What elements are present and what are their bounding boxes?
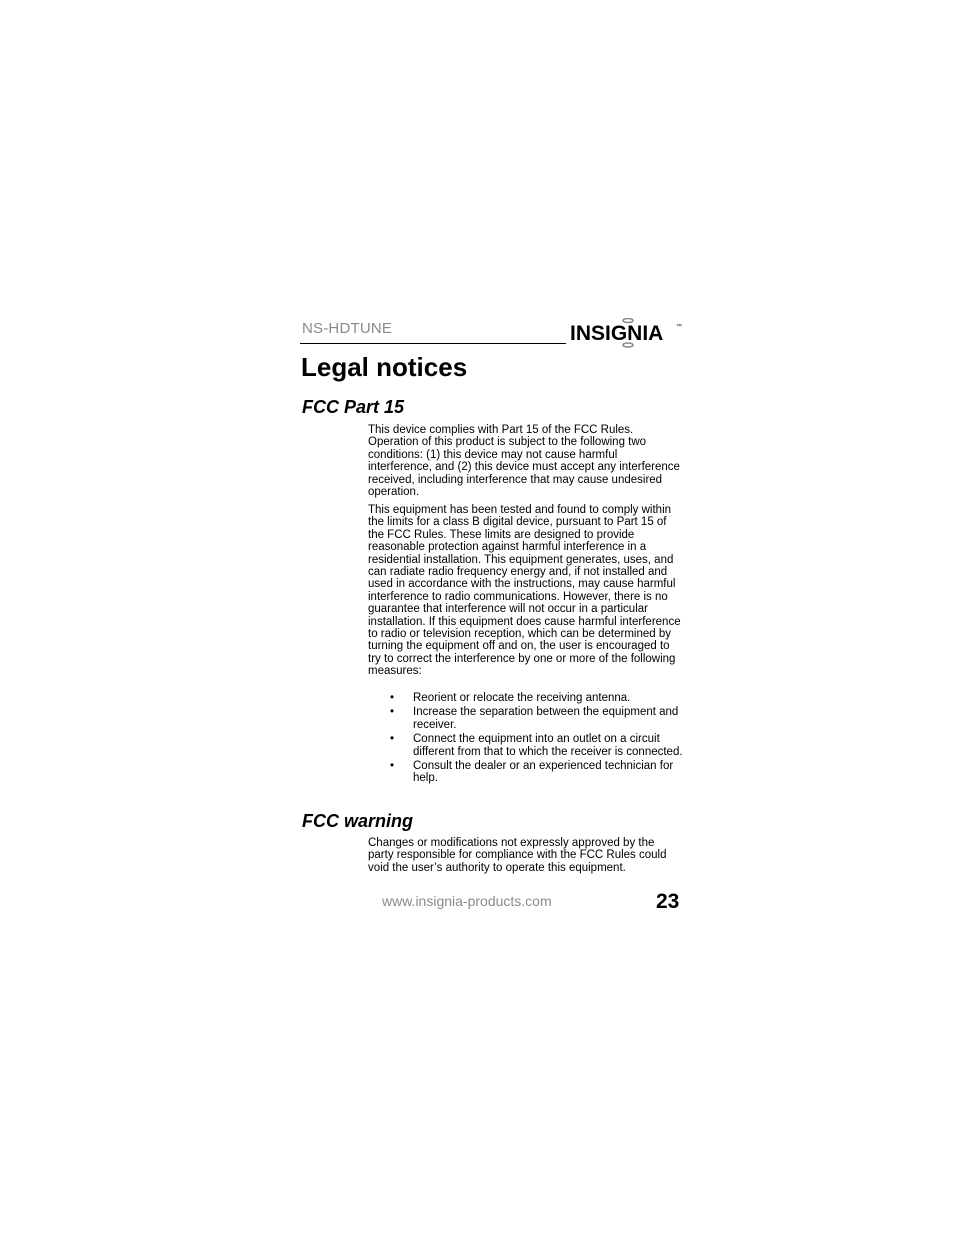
section-heading-fcc-part-15: FCC Part 15 <box>302 397 405 417</box>
logo-text: INSIGNIA <box>570 322 664 345</box>
list-item <box>368 760 683 785</box>
bullet-glyph: • <box>390 706 395 719</box>
fcc-part-15-paragraph-2: This equipment has been tested and found to comply within the limits for a class B digital device, pursuant to Part 15 of the FCC Rules. These limits are designed to provide reasonable protection against harmful interference in a residential installation. This equipment generates, uses, and can radiate radio frequency energy and, if not installed and used in accordance with the instructions, may cause harmful interference to radio communications. However, there is no guarantee that interference will not occur in a particular installation. If this equipment does cause harmful interference to radio or television reception, which can be determined by turning the equipment off and on, the user is encouraged to try to correct the interference by one or more of the following measures: <box>368 504 681 678</box>
section-heading-fcc-warning: FCC warning <box>302 811 413 831</box>
list-item <box>368 706 683 731</box>
insignia-logo <box>570 318 682 348</box>
bullet-glyph: • <box>390 733 395 746</box>
fcc-warning-paragraph: Changes or modifications not expressly approved by the party responsible for compliance with the FCC Rules could void the user’s authority to operate this equipment. <box>368 837 667 874</box>
model-number: NS-HDTUNE <box>302 320 393 337</box>
logo-swoosh-bottom <box>623 343 633 347</box>
list-item <box>368 692 683 704</box>
bullet-glyph: • <box>390 760 395 773</box>
page-title: Legal notices <box>301 352 468 382</box>
bullet-glyph: • <box>390 692 395 704</box>
interference-measures-list <box>368 692 683 787</box>
list-item-text: Connect the equipment into an outlet on a circuit different from that to which the receiver is connected. <box>413 733 683 758</box>
list-item-text: Consult the dealer or an experienced technician for help. <box>413 760 674 785</box>
footer-url: www.insignia-products.com <box>382 893 552 909</box>
list-item-text: Reorient or relocate the receiving antenna. <box>413 692 631 704</box>
list-item <box>368 733 683 758</box>
header-rule <box>300 343 566 344</box>
logo-trademark: ™ <box>676 324 682 330</box>
logo-swoosh-top <box>623 319 633 323</box>
page-number: 23 <box>656 890 680 913</box>
list-item-text: Increase the separation between the equipment and receiver. <box>413 706 679 731</box>
fcc-part-15-paragraph-1: This device complies with Part 15 of the FCC Rules. Operation of this product is subject to the following two conditions: (1) this device may not cause harmful interference, and (2) this device must accept any interference received, including interference that may cause undesired operation. <box>368 424 680 499</box>
